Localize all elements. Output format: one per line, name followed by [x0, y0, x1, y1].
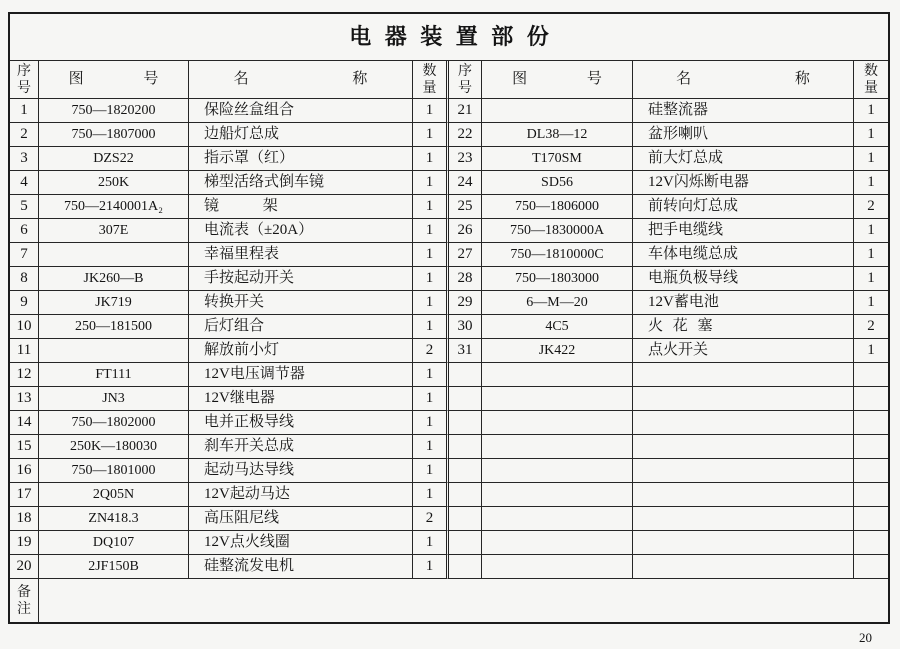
left-row-number-cell: 13 [10, 387, 39, 411]
right-drawing-number-cell: DL38—12 [482, 123, 633, 147]
header-drawing-no-left: 图 号 [39, 61, 189, 99]
left-part-name-cell: 高压阻尼线 [189, 507, 413, 531]
left-quantity-cell: 2 [413, 339, 449, 363]
header-seq-right-label: 序号 [458, 63, 472, 96]
left-row-number-cell: 7 [10, 243, 39, 267]
right-row-number-cell [449, 411, 482, 435]
right-row-number-cell: 22 [449, 123, 482, 147]
left-row-number-cell: 5 [10, 195, 39, 219]
left-quantity-cell: 1 [413, 387, 449, 411]
left-drawing-number-cell: FT111 [39, 363, 189, 387]
left-part-name-cell: 手按起动开关 [189, 267, 413, 291]
right-drawing-number-cell: JK422 [482, 339, 633, 363]
right-quantity-cell: 1 [854, 267, 888, 291]
left-quantity-cell: 1 [413, 147, 449, 171]
right-quantity-cell [854, 387, 888, 411]
left-drawing-number-cell: 307E [39, 219, 189, 243]
left-part-name-cell: 起动马达导线 [189, 459, 413, 483]
header-seq-right [449, 61, 482, 99]
left-quantity-cell: 1 [413, 171, 449, 195]
right-drawing-number-cell [482, 99, 633, 123]
right-row-number-cell: 29 [449, 291, 482, 315]
right-drawing-number-cell [482, 483, 633, 507]
right-drawing-number-cell: T170SM [482, 147, 633, 171]
left-drawing-number-cell: 750—2140001A₂ [39, 195, 189, 219]
right-drawing-number-cell [482, 411, 633, 435]
right-part-name-cell [633, 435, 854, 459]
left-quantity-cell: 1 [413, 555, 449, 579]
right-drawing-number-cell: 6—M—20 [482, 291, 633, 315]
right-part-name-cell: 盆形喇叭 [633, 123, 854, 147]
left-part-name-cell: 镜 架 [189, 195, 413, 219]
remarks-label [10, 579, 39, 622]
header-seq-left [10, 61, 39, 99]
right-part-name-cell: 车体电缆总成 [633, 243, 854, 267]
table-title: 电 器 装 置 部 份 [10, 14, 888, 61]
right-row-number-cell [449, 507, 482, 531]
header-qty-left-label: 数量 [422, 63, 437, 96]
left-drawing-number-cell: 2JF150B [39, 555, 189, 579]
left-part-name-cell: 电并正极导线 [189, 411, 413, 435]
left-quantity-cell: 1 [413, 483, 449, 507]
left-part-name-cell: 12V起动马达 [189, 483, 413, 507]
left-part-name-cell: 保险丝盒组合 [189, 99, 413, 123]
header-qty-right-label: 数量 [864, 63, 878, 96]
right-quantity-cell: 1 [854, 171, 888, 195]
right-quantity-cell [854, 507, 888, 531]
left-row-number-cell: 12 [10, 363, 39, 387]
left-row-number-cell: 1 [10, 99, 39, 123]
right-drawing-number-cell [482, 363, 633, 387]
right-quantity-cell: 1 [854, 219, 888, 243]
left-quantity-cell: 1 [413, 99, 449, 123]
left-quantity-cell: 1 [413, 291, 449, 315]
left-row-number-cell: 8 [10, 267, 39, 291]
left-row-number-cell: 15 [10, 435, 39, 459]
right-drawing-number-cell [482, 555, 633, 579]
right-part-name-cell: 电瓶负极导线 [633, 267, 854, 291]
left-quantity-cell: 1 [413, 315, 449, 339]
header-name-left: 名 称 [189, 61, 413, 99]
right-quantity-cell [854, 435, 888, 459]
left-drawing-number-cell: 250—181500 [39, 315, 189, 339]
right-part-name-cell [633, 507, 854, 531]
right-part-name-cell: 12V蓄电池 [633, 291, 854, 315]
left-quantity-cell: 1 [413, 363, 449, 387]
left-part-name-cell: 转换开关 [189, 291, 413, 315]
right-part-name-cell [633, 387, 854, 411]
left-row-number-cell: 3 [10, 147, 39, 171]
right-drawing-number-cell: 750—1803000 [482, 267, 633, 291]
right-row-number-cell [449, 459, 482, 483]
right-drawing-number-cell: 750—1830000A [482, 219, 633, 243]
right-row-number-cell [449, 483, 482, 507]
right-quantity-cell: 1 [854, 291, 888, 315]
right-quantity-cell [854, 363, 888, 387]
right-row-number-cell: 30 [449, 315, 482, 339]
right-drawing-number-cell [482, 435, 633, 459]
left-row-number-cell: 16 [10, 459, 39, 483]
right-quantity-cell: 1 [854, 147, 888, 171]
right-part-name-cell: 把手电缆线 [633, 219, 854, 243]
right-part-name-cell: 前大灯总成 [633, 147, 854, 171]
left-part-name-cell: 刹车开关总成 [189, 435, 413, 459]
left-part-name-cell: 12V点火线圈 [189, 531, 413, 555]
left-drawing-number-cell: 750—1801000 [39, 459, 189, 483]
right-part-name-cell [633, 555, 854, 579]
right-row-number-cell: 25 [449, 195, 482, 219]
left-drawing-number-cell: ZN418.3 [39, 507, 189, 531]
left-drawing-number-cell: JK719 [39, 291, 189, 315]
right-part-name-cell [633, 411, 854, 435]
right-quantity-cell [854, 459, 888, 483]
header-qty-right [854, 61, 888, 99]
right-row-number-cell [449, 531, 482, 555]
right-row-number-cell: 24 [449, 171, 482, 195]
left-drawing-number-cell [39, 243, 189, 267]
right-quantity-cell [854, 483, 888, 507]
right-quantity-cell [854, 531, 888, 555]
right-row-number-cell: 27 [449, 243, 482, 267]
left-row-number-cell: 20 [10, 555, 39, 579]
electrical-parts-table [8, 12, 890, 624]
header-qty-left [413, 61, 449, 99]
left-quantity-cell: 1 [413, 219, 449, 243]
right-part-name-cell: 火 花 塞 [633, 315, 854, 339]
right-drawing-number-cell [482, 459, 633, 483]
right-part-name-cell [633, 363, 854, 387]
right-part-name-cell: 12V闪烁断电器 [633, 171, 854, 195]
left-part-name-cell: 幸福里程表 [189, 243, 413, 267]
remarks-body [39, 579, 888, 622]
right-drawing-number-cell [482, 531, 633, 555]
header-name-right: 名 称 [633, 61, 854, 99]
left-part-name-cell: 边船灯总成 [189, 123, 413, 147]
left-row-number-cell: 17 [10, 483, 39, 507]
right-quantity-cell [854, 555, 888, 579]
header-drawing-no-right: 图 号 [482, 61, 633, 99]
left-quantity-cell: 1 [413, 195, 449, 219]
right-row-number-cell: 21 [449, 99, 482, 123]
left-drawing-number-cell: 250K—180030 [39, 435, 189, 459]
left-quantity-cell: 1 [413, 123, 449, 147]
right-row-number-cell: 28 [449, 267, 482, 291]
left-drawing-number-cell: 250K [39, 171, 189, 195]
left-drawing-number-cell: 750—1820200 [39, 99, 189, 123]
right-drawing-number-cell [482, 507, 633, 531]
left-quantity-cell: 1 [413, 243, 449, 267]
left-part-name-cell: 硅整流发电机 [189, 555, 413, 579]
right-row-number-cell [449, 363, 482, 387]
left-drawing-number-cell: JN3 [39, 387, 189, 411]
left-part-name-cell: 12V继电器 [189, 387, 413, 411]
right-quantity-cell [854, 411, 888, 435]
right-row-number-cell: 23 [449, 147, 482, 171]
left-row-number-cell: 2 [10, 123, 39, 147]
left-part-name-cell: 电流表（±20A） [189, 219, 413, 243]
remarks-label-text: 备注 [17, 584, 31, 617]
left-drawing-number-cell: DQ107 [39, 531, 189, 555]
left-quantity-cell: 1 [413, 531, 449, 555]
right-drawing-number-cell [482, 387, 633, 411]
right-row-number-cell [449, 555, 482, 579]
page-number: 20 [859, 630, 872, 645]
left-row-number-cell: 19 [10, 531, 39, 555]
left-part-name-cell: 后灯组合 [189, 315, 413, 339]
right-quantity-cell: 1 [854, 339, 888, 363]
right-part-name-cell [633, 483, 854, 507]
right-row-number-cell: 26 [449, 219, 482, 243]
right-drawing-number-cell: SD56 [482, 171, 633, 195]
left-part-name-cell: 指示罩（红） [189, 147, 413, 171]
right-row-number-cell [449, 435, 482, 459]
left-row-number-cell: 9 [10, 291, 39, 315]
right-drawing-number-cell: 4C5 [482, 315, 633, 339]
left-drawing-number-cell: 750—1807000 [39, 123, 189, 147]
left-drawing-number-cell [39, 339, 189, 363]
left-part-name-cell: 12V电压调节器 [189, 363, 413, 387]
right-quantity-cell: 2 [854, 195, 888, 219]
left-quantity-cell: 1 [413, 411, 449, 435]
left-row-number-cell: 18 [10, 507, 39, 531]
right-quantity-cell: 2 [854, 315, 888, 339]
right-quantity-cell: 1 [854, 243, 888, 267]
left-quantity-cell: 1 [413, 435, 449, 459]
right-part-name-cell: 前转向灯总成 [633, 195, 854, 219]
left-row-number-cell: 6 [10, 219, 39, 243]
right-drawing-number-cell: 750—1806000 [482, 195, 633, 219]
right-drawing-number-cell: 750—1810000C [482, 243, 633, 267]
left-drawing-number-cell: DZS22 [39, 147, 189, 171]
right-row-number-cell [449, 387, 482, 411]
right-quantity-cell: 1 [854, 123, 888, 147]
left-part-name-cell: 解放前小灯 [189, 339, 413, 363]
left-quantity-cell: 1 [413, 267, 449, 291]
right-quantity-cell: 1 [854, 99, 888, 123]
left-part-name-cell: 梯型活络式倒车镜 [189, 171, 413, 195]
left-quantity-cell: 2 [413, 507, 449, 531]
left-row-number-cell: 14 [10, 411, 39, 435]
right-part-name-cell [633, 459, 854, 483]
left-row-number-cell: 11 [10, 339, 39, 363]
left-row-number-cell: 4 [10, 171, 39, 195]
left-quantity-cell: 1 [413, 459, 449, 483]
left-row-number-cell: 10 [10, 315, 39, 339]
right-part-name-cell: 点火开关 [633, 339, 854, 363]
right-row-number-cell: 31 [449, 339, 482, 363]
right-part-name-cell [633, 531, 854, 555]
right-part-name-cell: 硅整流器 [633, 99, 854, 123]
header-seq-left-label: 序号 [17, 63, 31, 96]
left-drawing-number-cell: 750—1802000 [39, 411, 189, 435]
left-drawing-number-cell: 2Q05N [39, 483, 189, 507]
left-drawing-number-cell: JK260—B [39, 267, 189, 291]
